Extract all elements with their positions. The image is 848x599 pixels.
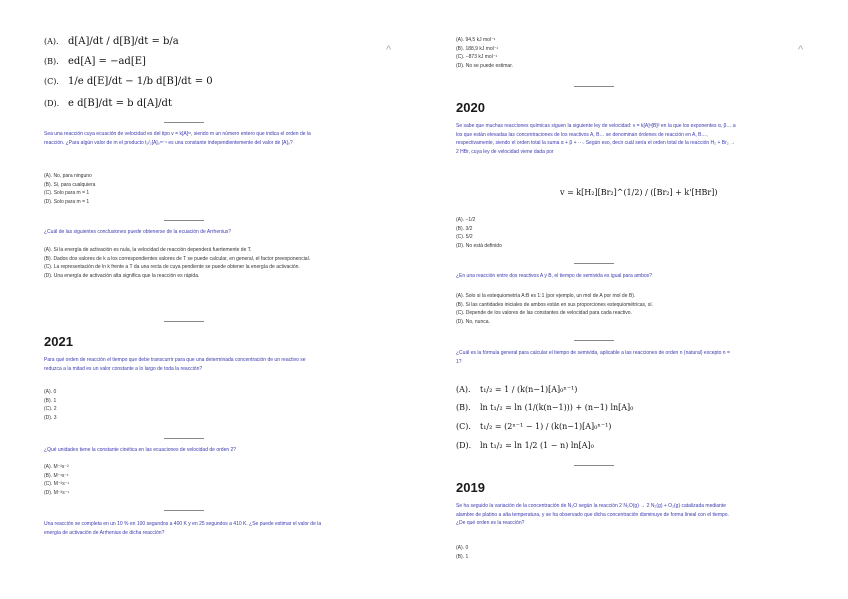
equation-a: (A). t₁/₂ = 1 / (k(n−1)[A]₀ⁿ⁻¹) <box>456 385 578 394</box>
separator <box>574 465 614 466</box>
question-block <box>456 349 736 366</box>
rate-law-formula: v = k[H₂][Br₂]^(1/2) / ([Br₂] + k'[HBr]) <box>560 188 718 197</box>
question-text: Una reacción se completa en un 10 % en 100 segundos a 400 K y en 25 segundos a 410 K. ¿Se puede estimar el valor de la energía de activación de Arrhenius de dicha reacción? <box>44 521 322 536</box>
collapse-icon[interactable]: ^ <box>798 44 804 56</box>
question-text: ¿Cuál de las siguientes conclusiones puede obtenerse de la ecuación de Arrhenius? <box>44 229 232 235</box>
question-text: Se ha seguido la variación de la concentración de N₂O según la reacción 2 N₂O(g) → 2 N₂(g) + O₂(g) catalizada mediante alambre de platino a alta temperatura, y se ha observado que dicha concentración disminuye de forma lineal con el tiempo. ¿De qué orden es la reacción? <box>456 503 729 526</box>
option-c[interactable]: (C). M⁻²s⁻¹ <box>44 481 69 487</box>
collapse-icon[interactable]: ^ <box>386 44 392 56</box>
equation-b: (B). ln t₁/₂ = ln (1/(k(n−1))) + (n−1) ln[A]₀ <box>456 403 634 412</box>
option-d[interactable]: (D). Una energía de activación alta significa que la reacción es rápida. <box>44 272 200 279</box>
option-a[interactable]: (A). 94,5 kJ mol⁻¹ <box>456 37 496 43</box>
right-page <box>424 0 848 599</box>
option-a[interactable]: (A). 0 <box>44 389 57 395</box>
equation-a: (A). d[A]/dt / d[B]/dt = b/a <box>44 36 179 47</box>
option-c[interactable]: (C). Solo para m = 1 <box>44 190 90 196</box>
question-block <box>44 356 324 373</box>
section-2019 <box>456 480 736 495</box>
option-b[interactable]: (B). Si las cantidades iniciales de ambos están en sus proporciones estequiométricas, sí. <box>456 301 654 308</box>
question-block <box>456 122 736 156</box>
option-a[interactable]: (A). Solo si la estequiometría A:B es 1:1 (por ejemplo, un mol de A por mol de B). <box>456 293 636 299</box>
options-list <box>44 172 324 206</box>
year-heading: 2019 <box>456 480 485 495</box>
option-a[interactable]: (A). M⁻²s⁻² <box>44 464 69 470</box>
option-b[interactable]: (B). 1 <box>456 553 469 560</box>
separator <box>574 263 614 264</box>
question-block <box>456 272 736 281</box>
option-b[interactable]: (B). M⁻¹s⁻¹ <box>44 472 69 479</box>
option-b[interactable]: (B). Dados dos valores de k a los correspondientes valores de T se puede calcular, en general, el factor preexponencial. <box>44 255 311 262</box>
separator <box>164 510 204 511</box>
option-d[interactable]: (D). No, nunca. <box>456 318 490 325</box>
question-block <box>44 446 324 455</box>
options-list <box>44 246 324 280</box>
option-d[interactable]: (D). M⁻²s⁻¹ <box>44 489 69 496</box>
options-list <box>456 292 736 326</box>
question-block <box>44 520 324 537</box>
equation-c: (C). t₁/₂ = (2ⁿ⁻¹ − 1) / (k(n−1)[A]₀ⁿ⁻¹) <box>456 422 612 431</box>
question-text: ¿En una reacción entre dos reactivos A y B, el tiempo de semivida es igual para ambos? <box>456 273 652 279</box>
option-d[interactable]: (D). No está definido <box>456 242 502 249</box>
option-c[interactable]: (C). 2 <box>44 406 57 412</box>
question-text: Para qué orden de reacción el tiempo que debe transcurrir para que una determinada concentración de un reactivo se reduzca a la mitad es un valor constante a lo largo de toda la reacción? <box>44 357 306 372</box>
year-heading: 2020 <box>456 100 485 115</box>
section-2020 <box>456 100 736 115</box>
option-b[interactable]: (B). 1 <box>44 397 57 404</box>
question-block <box>44 228 324 237</box>
option-c[interactable]: (C). La representación de ln k frente a T da una recta de cuya pendiente se puede obtener la energía de activación. <box>44 264 300 270</box>
options-list <box>456 216 736 250</box>
equation-c: (C). 1/e d[E]/dt − 1/b d[B]/dt = 0 <box>44 76 213 87</box>
option-a[interactable]: (A). 0 <box>456 545 469 551</box>
separator <box>574 340 614 341</box>
section-2021 <box>44 334 324 349</box>
option-d[interactable]: (D). No se puede estimar. <box>456 62 513 69</box>
separator <box>164 220 204 221</box>
separator <box>164 122 204 123</box>
options-list <box>44 463 324 497</box>
options-list <box>456 36 736 70</box>
year-heading: 2021 <box>44 334 73 349</box>
equation-b: (B). ed[A] = −ad[E] <box>44 56 146 67</box>
option-a[interactable]: (A). Si la energía de activación es nula, la velocidad de reacción dependerá fuertemente de T. <box>44 247 252 253</box>
option-b[interactable]: (B). Sí, para cualquiera <box>44 181 96 188</box>
separator <box>164 438 204 439</box>
equation-d: (D). ln t₁/₂ = ln 1/2 (1 − n) ln[A]₀ <box>456 441 594 450</box>
option-a[interactable]: (A). −1/2 <box>456 217 476 223</box>
option-b[interactable]: (B). 188,9 kJ mol⁻¹ <box>456 45 499 52</box>
options-list <box>456 544 736 561</box>
option-c[interactable]: (C). Depende de los valores de las constantes de velocidad para cada reactivo. <box>456 310 632 316</box>
question-block <box>456 502 736 528</box>
option-d[interactable]: (D). 3 <box>44 414 57 421</box>
options-list <box>44 388 324 422</box>
option-c[interactable]: (C). 5/2 <box>456 234 473 240</box>
separator <box>164 321 204 322</box>
option-b[interactable]: (B). 3/2 <box>456 225 473 232</box>
question-text: Sea una reacción cuya ecuación de velocidad es del tipo v = k[A]ᵐ, siendo m un número entero que indica el orden de la reacción. ¿Para algún valor de m el producto t₁/₂[A]₀ᵐ⁻¹ es una constante independientemente del valor de [A]₀? <box>44 131 311 146</box>
option-d[interactable]: (D). Solo para m = 1 <box>44 198 90 205</box>
question-text: ¿Cuál es la fórmula general para calcular el tiempo de semivida, aplicable a las reacciones de orden n (natural) excepto n = 1? <box>456 350 730 365</box>
separator <box>574 86 614 87</box>
equation-d: (D). e d[B]/dt = b d[A]/dt <box>44 98 172 109</box>
question-text: Se sabe que muchas reacciones químicas siguen la siguiente ley de velocidad: v = k[A]ᵅ[B]ᵝ en la que los exponentes α, β… a los que están elevadas las concentraciones de los reactivos A, B… se denominan órdenes de reacción en A, B…, respectivamente, siendo el orden total la suma α + β + ···. Según eso, decir cuál sería el orden total de la reacción H₂ + Br₂ → 2 HBr, cuya ley de velocidad viene dada por <box>456 123 736 155</box>
question-block <box>44 130 324 147</box>
question-text: ¿Qué unidades tiene la constante cinética en las ecuaciones de velocidad de orden 2? <box>44 447 237 453</box>
option-a[interactable]: (A). No, para ninguno <box>44 173 92 179</box>
option-c[interactable]: (C). −873 kJ mol⁻¹ <box>456 54 498 60</box>
